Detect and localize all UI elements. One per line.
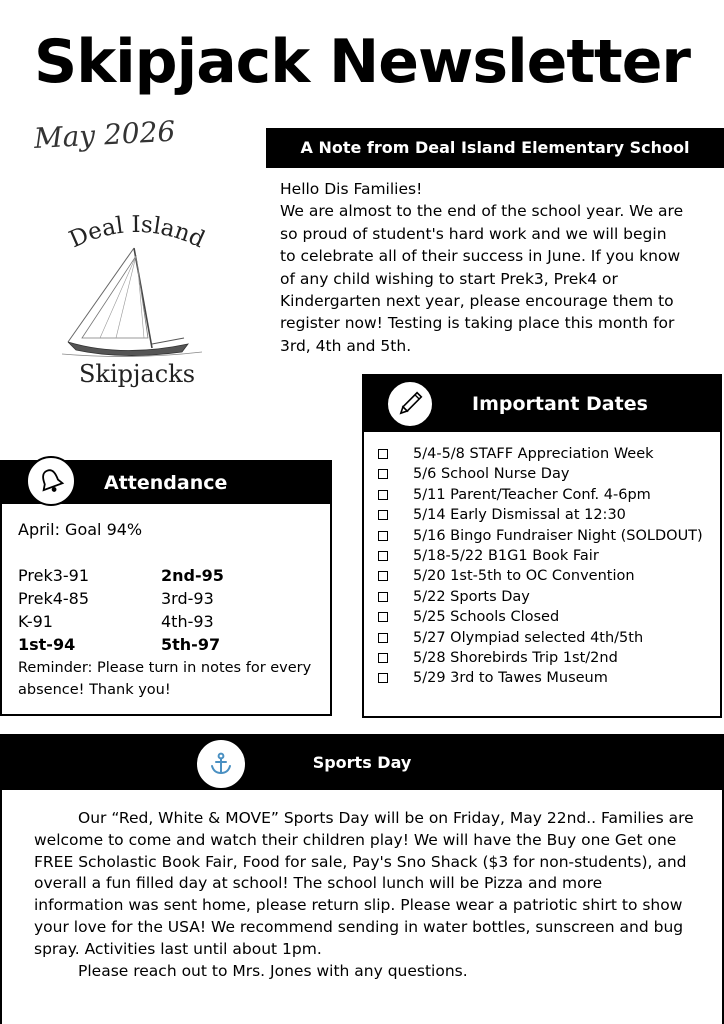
important-date-item: [378, 444, 714, 464]
important-date-item: [378, 668, 714, 688]
important-date-item: [378, 628, 714, 648]
sports-day-contact: Please reach out to Mrs. Jones with any questions.: [78, 961, 468, 980]
sailboat-logo-icon: [52, 210, 222, 360]
grade-attendance: K-91: [18, 612, 53, 631]
important-date-item: [378, 648, 714, 668]
note-text: We are almost to the end of the school year. We are so proud of student's hard work and we will begin to celebrate all of their success in June. If you know of any child wishing to start Prek3, Prek4 or Kindergarten next year, please encourage them to register now! Testing is taking place this month for 3rd, 4th and 5th.: [280, 202, 684, 355]
grade-attendance: Prek4-85: [18, 589, 90, 608]
grade-attendance: 2nd-95: [161, 566, 224, 585]
important-date-text: 5/11 Parent/Teacher Conf. 4-6pm: [413, 486, 651, 503]
newsletter-date: May 2026: [33, 114, 177, 155]
bell-icon: [26, 456, 76, 506]
attendance-reminder: Reminder: Please turn in notes for every absence! Thank you!: [18, 660, 312, 698]
important-date-text: 5/20 1st-5th to OC Convention: [413, 568, 635, 585]
important-date-item: [378, 546, 714, 566]
important-date-text: 5/4-5/8 STAFF Appreciation Week: [413, 446, 654, 462]
sports-day-body: [34, 808, 694, 982]
important-date-text: 5/18-5/22 B1G1 Book Fair: [413, 548, 599, 565]
checkbox-icon: [378, 673, 388, 683]
grade-attendance: 4th-93: [161, 612, 214, 631]
important-date-text: 5/22 Sports Day: [413, 588, 530, 605]
grade-attendance: 3rd-93: [161, 589, 214, 608]
important-date-item: [378, 485, 714, 505]
svg-text:Deal Island: [65, 212, 208, 253]
checkbox-icon: [378, 551, 388, 561]
checkbox-icon: [378, 592, 388, 602]
important-date-text: 5/25 Schools Closed: [413, 609, 560, 626]
important-date-text: 5/6 School Nurse Day: [413, 466, 570, 483]
grade-attendance: 1st-94: [18, 635, 76, 654]
important-date-item: [378, 566, 714, 586]
school-logo: [52, 210, 222, 400]
sports-day-paragraph: Our “Red, White & MOVE” Sports Day will be on Friday, May 22nd.. Families are welcome to come and watch their children play! We will have the Buy one Get one FREE Scholastic Book Fair, Food for sale, Pay's Sno Shack ($3 for non-students), and overall a fun filled day at school! The school lunch will be Pizza and more information was sent home, please return slip. Please wear a patriotic shirt to show your love for the USA! We recommend sending in water bottles, sunscreen and bug spray. Activities last until about 1pm.: [34, 809, 694, 958]
checkbox-icon: [378, 612, 388, 622]
important-date-text: 5/14 Early Dismissal at 12:30: [413, 507, 626, 524]
checkbox-icon: [378, 449, 388, 459]
important-dates-panel: [362, 374, 722, 718]
checkbox-icon: [378, 571, 388, 581]
attendance-panel: [0, 460, 332, 716]
anchor-icon: [197, 740, 245, 788]
note-body: [280, 178, 685, 357]
important-date-text: 5/16 Bingo Fundraiser Night (SOLDOUT): [413, 527, 703, 544]
important-date-text: 5/27 Olympiad selected 4th/5th: [413, 629, 644, 646]
important-date-item: [378, 607, 714, 627]
checkbox-icon: [378, 510, 388, 520]
note-heading: A Note from Deal Island Elementary School: [266, 128, 724, 168]
important-date-item: [378, 587, 714, 607]
attendance-goal: April: Goal 94%: [18, 520, 143, 539]
sports-day-header: [2, 736, 722, 790]
grade-attendance: Prek3-91: [18, 566, 90, 585]
note-greeting: Hello Dis Families!: [280, 180, 423, 198]
important-dates-list: [378, 444, 714, 689]
newsletter-title: Skipjack Newsletter: [34, 27, 690, 97]
checkbox-icon: [378, 531, 388, 541]
sports-day-panel: [0, 734, 724, 1024]
grade-attendance: 5th-97: [161, 635, 221, 654]
important-date-item: [378, 505, 714, 525]
checkbox-icon: [378, 653, 388, 663]
important-date-item: [378, 526, 714, 546]
sports-day-heading: Sports Day: [312, 753, 412, 772]
checkbox-icon: [378, 490, 388, 500]
attendance-heading: Attendance: [104, 472, 228, 494]
checkbox-icon: [378, 469, 388, 479]
important-date-text: 5/29 3rd to Tawes Museum: [413, 670, 608, 687]
checkbox-icon: [378, 633, 388, 643]
important-dates-heading: Important Dates: [472, 393, 648, 415]
pencil-icon: [386, 380, 434, 428]
logo-bottom-text: Skipjacks: [78, 360, 196, 388]
attendance-grades: [18, 564, 318, 656]
important-date-text: 5/28 Shorebirds Trip 1st/2nd: [413, 650, 618, 667]
important-date-item: [378, 464, 714, 484]
logo-top-text: Deal Island: [65, 211, 209, 254]
